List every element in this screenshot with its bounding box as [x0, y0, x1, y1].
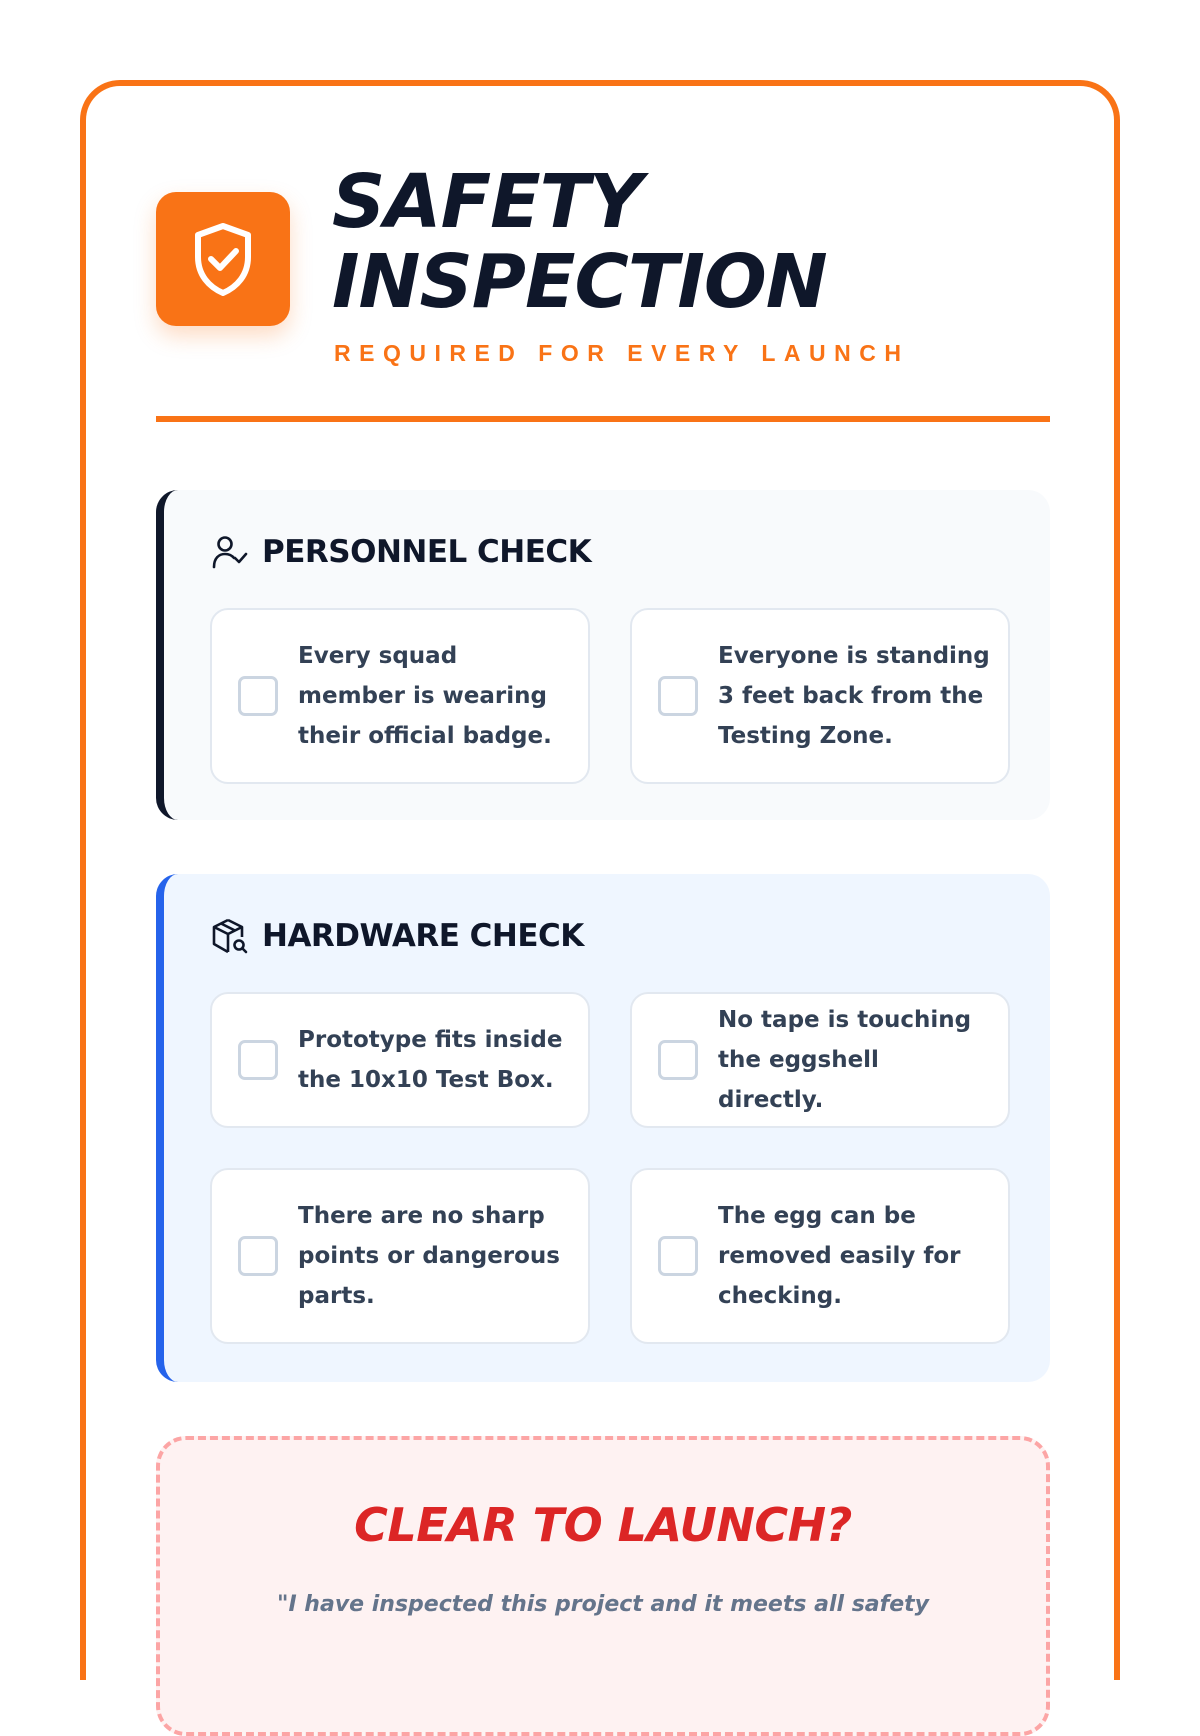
- checklist-item[interactable]: [210, 1168, 590, 1344]
- checklist-grid: [210, 992, 1010, 1344]
- section-header: [210, 914, 1010, 958]
- user-check-icon: [210, 532, 250, 572]
- checkbox[interactable]: [238, 676, 278, 716]
- checklist-item[interactable]: [210, 608, 590, 784]
- checklist-grid: [210, 608, 1010, 784]
- checklist-item-label: No tape is touching the eggshell directly.: [718, 1007, 972, 1113]
- page-title: SAFETY INSPECTION: [332, 159, 827, 325]
- launch-confirmation: [156, 1436, 1050, 1736]
- package-search-icon: [210, 916, 250, 956]
- launch-pledge: "I have inspected this project and it meets all safety: [277, 1592, 929, 1617]
- checklist-item-label: There are no sharp points or dangerous parts.: [298, 1203, 560, 1309]
- inspection-card: [80, 80, 1120, 1680]
- logo-badge: [156, 192, 290, 326]
- checklist-item[interactable]: [630, 1168, 1010, 1344]
- checklist-item[interactable]: [210, 992, 590, 1128]
- shield-check-icon: [191, 221, 255, 297]
- checklist-item-label: The egg can be removed easily for checking.: [718, 1203, 961, 1309]
- checkbox[interactable]: [238, 1040, 278, 1080]
- section-header: [210, 530, 1010, 574]
- page-subtitle: REQUIRED FOR EVERY LAUNCH: [334, 340, 910, 366]
- personnel-check-section: [156, 490, 1050, 820]
- checkbox[interactable]: [238, 1236, 278, 1276]
- checkbox[interactable]: [658, 1236, 698, 1276]
- checkbox[interactable]: [658, 1040, 698, 1080]
- launch-title: CLEAR TO LAUNCH?: [354, 1498, 852, 1552]
- checklist-item-label: Everyone is standing 3 feet back from the Testing Zone.: [718, 643, 990, 749]
- section-title: PERSONNEL CHECK: [262, 534, 592, 570]
- checklist-item[interactable]: [630, 992, 1010, 1128]
- checklist-item-label: Every squad member is wearing their official badge.: [298, 643, 552, 749]
- checklist-item[interactable]: [630, 608, 1010, 784]
- checklist-item-label: Prototype fits inside the 10x10 Test Box.: [298, 1027, 563, 1093]
- header: [156, 159, 1056, 366]
- checkbox[interactable]: [658, 676, 698, 716]
- section-title: HARDWARE CHECK: [262, 918, 584, 954]
- header-divider: [156, 416, 1050, 422]
- hardware-check-section: [156, 874, 1050, 1382]
